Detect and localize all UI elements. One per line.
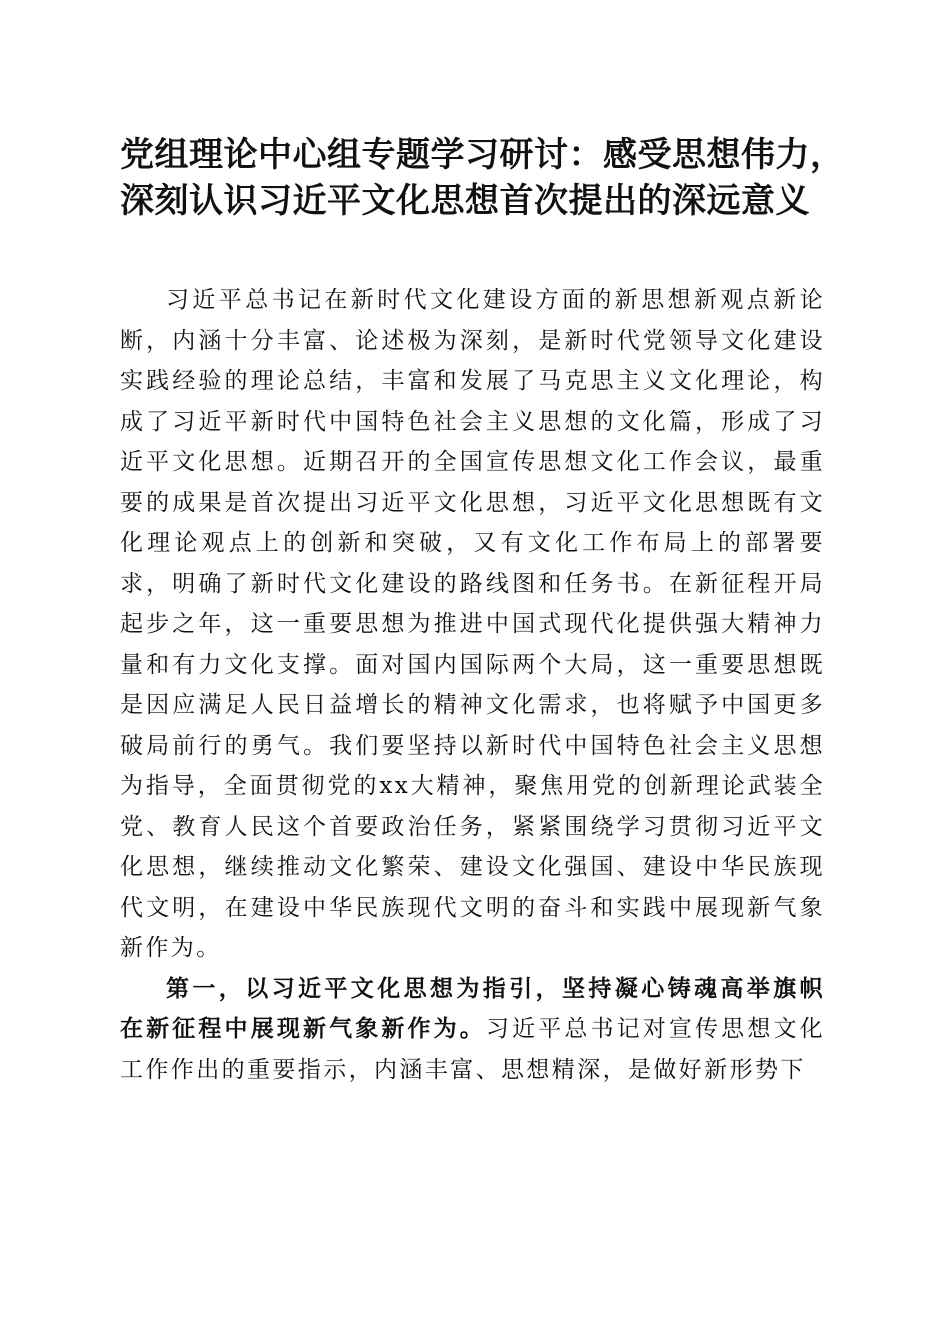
paragraph-2-text: 习近平总书记对宣传思想文化工作作出的重要指示，内涵丰富、思想精深，是做好新形势下 (120, 1016, 825, 1083)
body-paragraph-2 (120, 969, 825, 1091)
title-line-1: 党组理论中心组专题学习研讨：感受思想伟力， (120, 135, 845, 175)
title-line-2: 深刻认识习近平文化思想首次提出的深远意义 (120, 181, 810, 221)
document-title (120, 132, 860, 224)
paragraph-2-bold-lead: 第一，以习近平文化思想为指引，坚持凝心铸魂高举旗帜在新征程中展现新气象新作为。 (120, 974, 825, 1042)
body-paragraph-1: 习近平总书记在新时代文化建设方面的新思想新观点新论断，内涵十分丰富、论述极为深刻，是新时代党领导文化建设实践经验的理论总结，丰富和发展了马克思主义文化理论，构成了习近平新时代中国特色社会主义思想的文化篇，形成了习近平文化思想。近期召开的全国宣传思想文化工作会议，最重要的成果是首次提出习近平文化思想，习近平文化思想既有文化理论观点上的创新和突破，又有文化工作布局上的部署要求，明确了新时代文化建设的路线图和任务书。在新征程开局起步之年，这一重要思想为推进中国式现代化提供强大精神力量和有力文化支撑。面对国内国际两个大局，这一重要思想既是因应满足人民日益增长的精神文化需求，也将赋予中国更多破局前行的勇气。我们要坚持以新时代中国特色社会主义思想为指导，全面贯彻党的xx大精神，聚焦用党的创新理论武装全党、教育人民这个首要政治任务，紧紧围绕学习贯彻习近平文化思想，继续推动文化繁荣、建设文化强国、建设中华民族现代文明，在建设中华民族现代文明的奋斗和实践中展现新气象新作为。 (120, 287, 825, 961)
document-body (120, 280, 825, 1090)
